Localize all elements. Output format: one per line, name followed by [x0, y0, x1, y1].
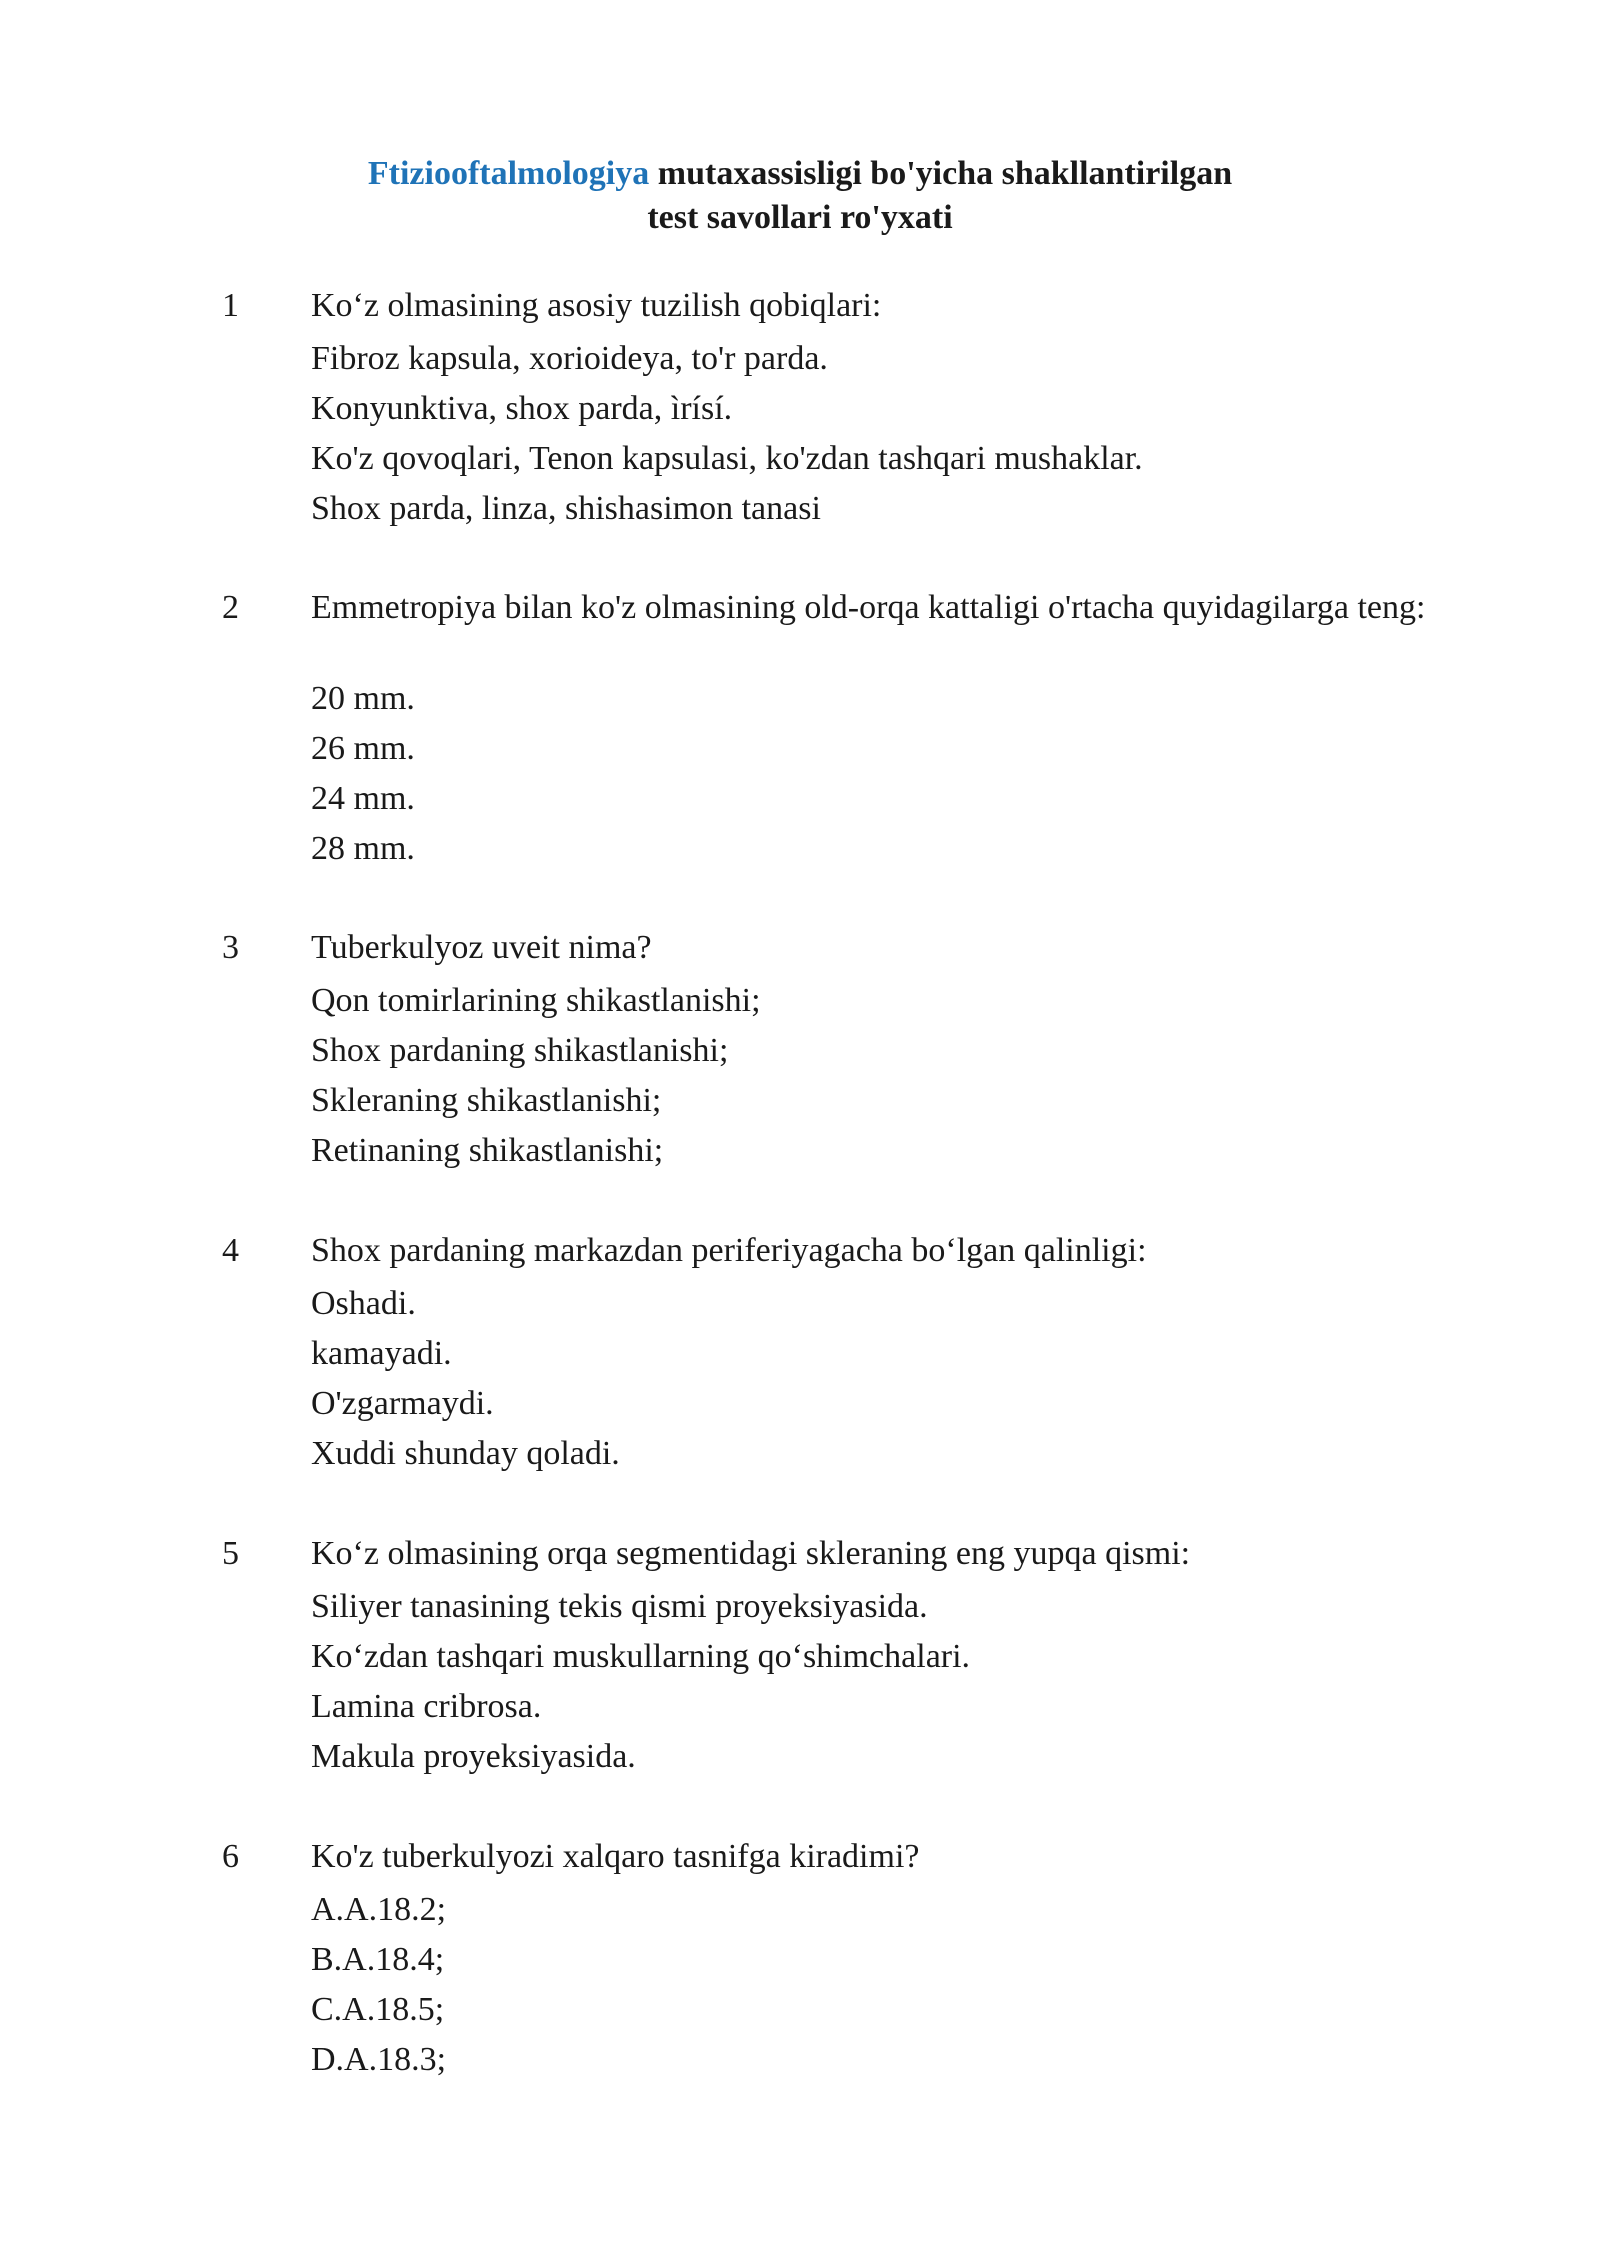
title-rest: mutaxassisligi bo'yicha shakllantirilgan [649, 155, 1233, 192]
question-text: Ko'z tuberkulyozi xalqaro tasnifga kiradimi? [311, 1838, 920, 1875]
question-text: Emmetropiya bilan ko'z olmasining old-orqa kattaligi o'rtacha quyidagilarga teng: [311, 589, 1426, 626]
title-line-2: test savollari ro'yxati [647, 199, 953, 236]
question-body [311, 284, 1491, 534]
question-text: Ko‘z olmasining asosiy tuzilish qobiqlari: [311, 287, 882, 324]
answer-option: Ko'z qovoqlari, Tenon kapsulasi, ko'zdan tashqari mushaklar. [311, 440, 1143, 477]
subject-name: Ftiziooftalmologiya [367, 155, 650, 192]
answer-option: Konyunktiva, shox parda, ìrísí. [311, 390, 733, 427]
answer-option: Ko‘zdan tashqari muskullarning qo‘shimchalari. [311, 1638, 971, 1675]
answer-option: C.A.18.5; [311, 1991, 445, 2028]
question-number: 4 [222, 1232, 239, 1269]
answer-option: 24 mm. [311, 780, 415, 817]
question-text: Ko‘z olmasining orqa segmentidagi skleraning eng yupqa qismi: [311, 1535, 1191, 1572]
question-number: 6 [222, 1838, 239, 1875]
question-number: 1 [222, 287, 239, 324]
answer-option: Xuddi shunday qoladi. [311, 1435, 620, 1472]
answer-option: Qon tomirlarining shikastlanishi; [311, 982, 761, 1019]
answer-option: B.A.18.4; [311, 1941, 445, 1978]
answer-option: Lamina cribrosa. [311, 1688, 542, 1725]
question-body [311, 1229, 1491, 1479]
answer-option: 28 mm. [311, 830, 415, 867]
question-body [311, 1532, 1491, 1782]
answer-option: Oshadi. [311, 1285, 416, 1322]
answer-option: Siliyer tanasining tekis qismi proyeksiyasida. [311, 1588, 928, 1625]
question-body [311, 586, 1491, 874]
answer-option: Retinaning shikastlanishi; [311, 1132, 664, 1169]
document-title [0, 152, 1600, 240]
answer-option: D.A.18.3; [311, 2041, 447, 2078]
answer-option: 20 mm. [311, 680, 415, 717]
question-number: 3 [222, 929, 239, 966]
question-text: Shox pardaning markazdan periferiyagacha bo‘lgan qalinligi: [311, 1232, 1147, 1269]
question-number: 2 [222, 589, 239, 626]
answer-option: Skleraning shikastlanishi; [311, 1082, 662, 1119]
answer-option: Shox pardaning shikastlanishi; [311, 1032, 729, 1069]
question-body [311, 926, 1491, 1176]
answer-option: O'zgarmaydi. [311, 1385, 494, 1422]
answer-option: Shox parda, linza, shishasimon tanasi [311, 490, 821, 527]
question-body [311, 1835, 1491, 2085]
question-text: Tuberkulyoz uveit nima? [311, 929, 652, 966]
answer-option: Makula proyeksiyasida. [311, 1738, 636, 1775]
answer-option: A.A.18.2; [311, 1891, 447, 1928]
answer-option: kamayadi. [311, 1335, 452, 1372]
title-line-1 [0, 152, 1600, 196]
answer-option: 26 mm. [311, 730, 415, 767]
answer-option: Fibroz kapsula, xorioideya, to'r parda. [311, 340, 828, 377]
question-number: 5 [222, 1535, 239, 1572]
